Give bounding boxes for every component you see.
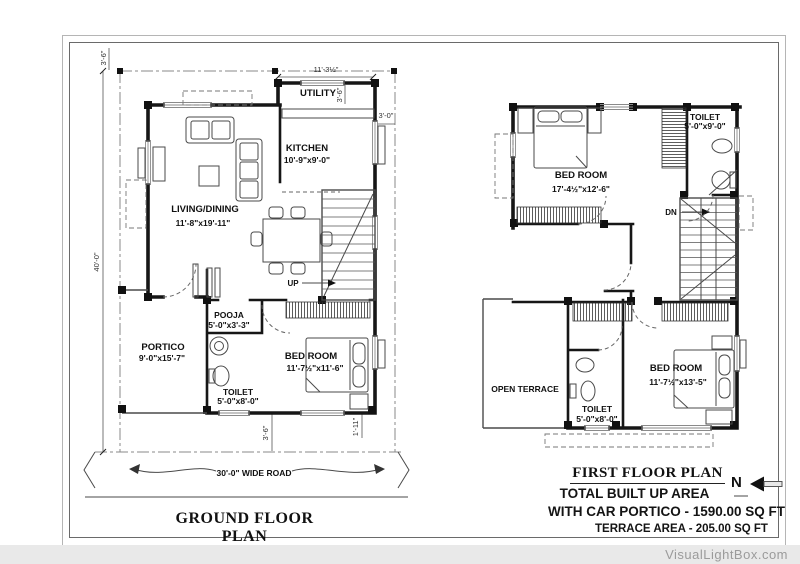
first-bedroom2-label: BED ROOM xyxy=(649,363,703,374)
dim-setback-bottom-right: 1'-11" xyxy=(351,417,360,437)
ground-projections xyxy=(118,91,252,413)
ground-windows xyxy=(138,81,385,416)
first-toilet1-dims: 5'-0"x9'-0" xyxy=(684,121,726,131)
summary-line-portico-area: WITH CAR PORTICO - 1590.00 SQ FT xyxy=(548,504,786,519)
ground-portico-dims: 9'-0"x15'-7" xyxy=(138,353,186,363)
ground-bedroom-dims: 11'-7½"x11'-6" xyxy=(286,363,344,373)
ground-portico-label: PORTICO xyxy=(141,342,185,353)
ground-kitchen-dims: 10'-9"x9'-0" xyxy=(283,155,331,165)
first-bedroom2-dims: 11'-7½"x13'-5" xyxy=(649,377,707,387)
first-bedroom1-label: BED ROOM xyxy=(554,170,608,181)
first-terrace-label: OPEN TERRACE xyxy=(491,384,559,394)
ground-floor-title-text: GROUND FLOOR PLAN xyxy=(152,510,337,548)
ground-living-label: LIVING/DINING xyxy=(171,204,239,215)
first-room-labels xyxy=(491,112,725,424)
ground-toilet-dims: 5'-0"x8'-0" xyxy=(217,396,259,406)
ground-pooja-label: POOJA xyxy=(214,310,244,320)
ground-walls xyxy=(144,79,379,414)
ground-stairs-label: UP xyxy=(287,279,299,288)
first-toilet1-label: TOILET xyxy=(689,112,721,122)
first-floor-title-text: FIRST FLOOR PLAN xyxy=(570,465,724,484)
dim-setback-right: 3'-0" xyxy=(378,111,394,120)
first-stairs-label: DN xyxy=(665,208,677,217)
ground-floor-title xyxy=(152,510,337,548)
watermark-text: VisualLightBox.com xyxy=(665,547,788,562)
ground-pooja-dims: 5'-0"x3'-3" xyxy=(208,320,250,330)
summary-line-built-up: TOTAL BUILT UP AREA xyxy=(559,486,710,501)
road-label: 30'-0" WIDE ROAD xyxy=(216,468,292,478)
watermark-bar xyxy=(0,545,800,564)
first-floor-title xyxy=(565,465,730,484)
summary-line-terrace-area: TERRACE AREA - 205.00 SQ FT xyxy=(595,523,768,535)
first-bedroom1-dims: 17'-4½"x12'-6" xyxy=(552,184,610,194)
first-stairs xyxy=(665,198,737,300)
dim-utility-width: 11'-3½" xyxy=(313,65,339,74)
first-toilet2-dims: 5'-0"x8'-0" xyxy=(576,414,618,424)
ground-kitchen-label: KITCHEN xyxy=(285,143,329,154)
ground-toilet-fixtures xyxy=(209,337,229,386)
ground-utility-label: UTILITY xyxy=(300,88,336,99)
ground-living-dims: 11'-8"x19'-11" xyxy=(175,218,231,228)
ground-toilet-label: TOILET xyxy=(222,387,254,397)
ground-room-labels xyxy=(139,88,344,406)
dim-plot-depth: 40'-0" xyxy=(92,252,101,272)
first-toilet2-label: TOILET xyxy=(581,404,613,414)
dim-utility-depth: 3'-6" xyxy=(335,87,344,103)
road xyxy=(84,452,409,497)
ground-floor-drawing xyxy=(84,48,409,497)
ground-bedroom-label: BED ROOM xyxy=(284,351,338,362)
dim-setback-bottom: 3'-6" xyxy=(261,425,270,441)
dim-setback-top-left: 3'-6" xyxy=(99,50,108,66)
first-floor-drawing xyxy=(483,103,753,447)
north-label: N xyxy=(731,474,742,491)
